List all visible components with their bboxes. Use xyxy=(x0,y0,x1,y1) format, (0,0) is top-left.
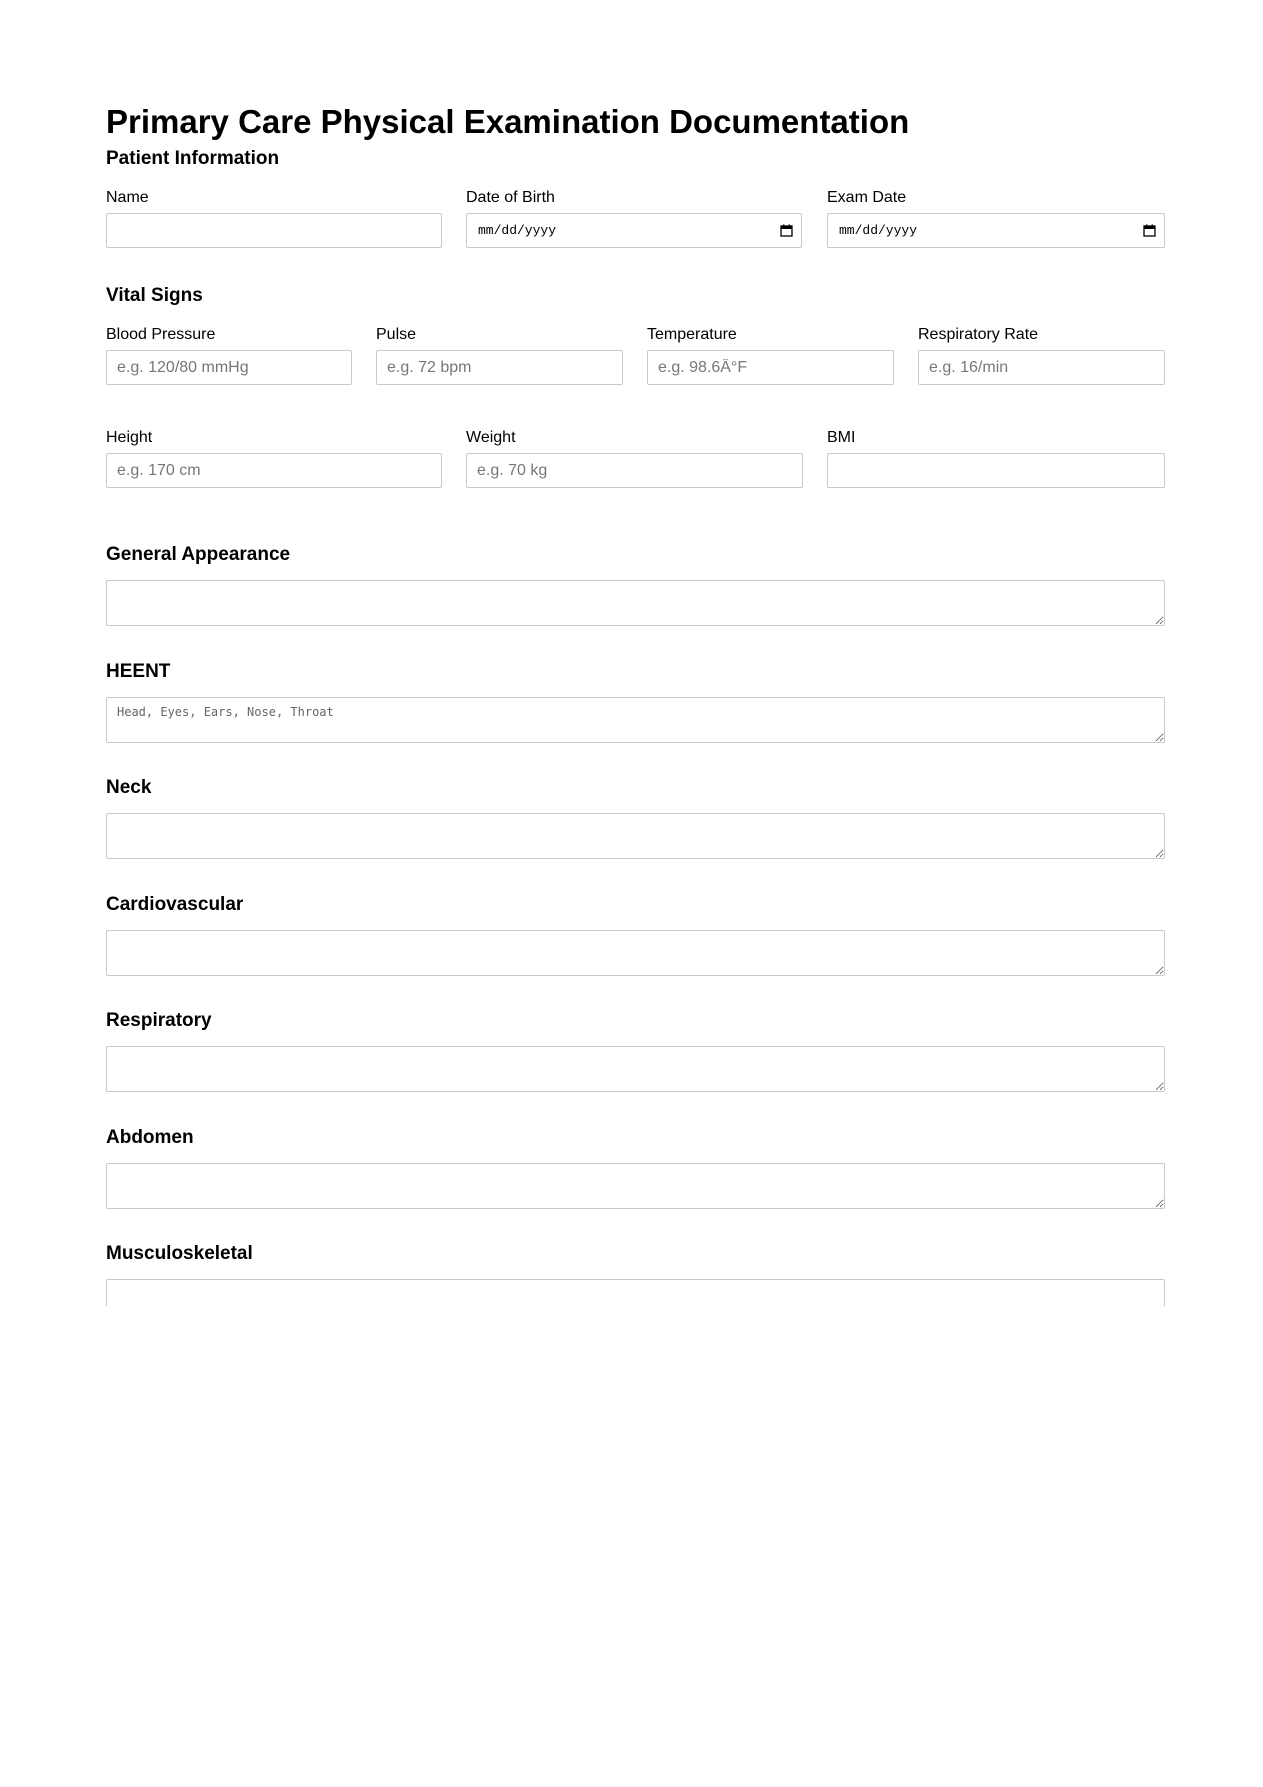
blood-pressure-input[interactable] xyxy=(106,350,352,385)
temperature-label: Temperature xyxy=(647,326,737,343)
weight-input[interactable] xyxy=(466,453,803,488)
musculoskeletal-textarea[interactable] xyxy=(106,1279,1165,1306)
respiratory-rate-input[interactable] xyxy=(918,350,1165,385)
cardiovascular-textarea[interactable] xyxy=(106,930,1165,976)
dob-field-group xyxy=(466,189,802,248)
exam-date-input[interactable] xyxy=(827,213,1165,248)
blood-pressure-field-group xyxy=(106,326,352,385)
bmi-input[interactable] xyxy=(827,453,1165,488)
dob-label: Date of Birth xyxy=(466,189,555,206)
respiratory-heading: Respiratory xyxy=(106,1010,212,1031)
abdomen-textarea[interactable] xyxy=(106,1163,1165,1209)
heent-heading: HEENT xyxy=(106,661,171,682)
patient-information-heading: Patient Information xyxy=(106,148,280,169)
calendar-icon[interactable] xyxy=(1143,224,1156,237)
dob-format-text: mm/dd/yyyy xyxy=(478,223,557,238)
exam-date-label: Exam Date xyxy=(827,189,907,206)
pulse-input[interactable] xyxy=(376,350,623,385)
temperature-field-group xyxy=(647,326,894,385)
name-label: Name xyxy=(106,189,149,206)
height-field-group xyxy=(106,429,442,488)
height-input[interactable] xyxy=(106,453,442,488)
temperature-input[interactable] xyxy=(647,350,894,385)
height-label: Height xyxy=(106,429,153,446)
general-appearance-heading: General Appearance xyxy=(106,544,291,565)
neck-heading: Neck xyxy=(106,777,152,798)
exam-date-format-text: mm/dd/yyyy xyxy=(839,223,918,238)
calendar-icon[interactable] xyxy=(780,224,793,237)
bmi-field-group xyxy=(827,429,1165,488)
general-appearance-textarea[interactable] xyxy=(106,580,1165,626)
musculoskeletal-heading: Musculoskeletal xyxy=(106,1243,253,1264)
blood-pressure-label: Blood Pressure xyxy=(106,326,216,343)
dob-input[interactable] xyxy=(466,213,802,248)
respiratory-rate-label: Respiratory Rate xyxy=(918,326,1039,343)
bmi-label: BMI xyxy=(827,429,856,446)
respiratory-textarea[interactable] xyxy=(106,1046,1165,1092)
respiratory-rate-field-group xyxy=(918,326,1165,385)
weight-field-group xyxy=(466,429,803,488)
vital-signs-heading: Vital Signs xyxy=(106,285,203,306)
weight-label: Weight xyxy=(466,429,516,446)
page-title: Primary Care Physical Examination Documentation xyxy=(106,103,910,140)
abdomen-heading: Abdomen xyxy=(106,1127,194,1148)
exam-date-field-group xyxy=(827,189,1165,248)
name-field-group xyxy=(106,189,442,248)
pulse-field-group xyxy=(376,326,623,385)
name-input[interactable] xyxy=(106,213,442,248)
cardiovascular-heading: Cardiovascular xyxy=(106,894,244,915)
neck-textarea[interactable] xyxy=(106,813,1165,859)
heent-textarea[interactable] xyxy=(106,697,1165,743)
pulse-label: Pulse xyxy=(376,326,417,343)
